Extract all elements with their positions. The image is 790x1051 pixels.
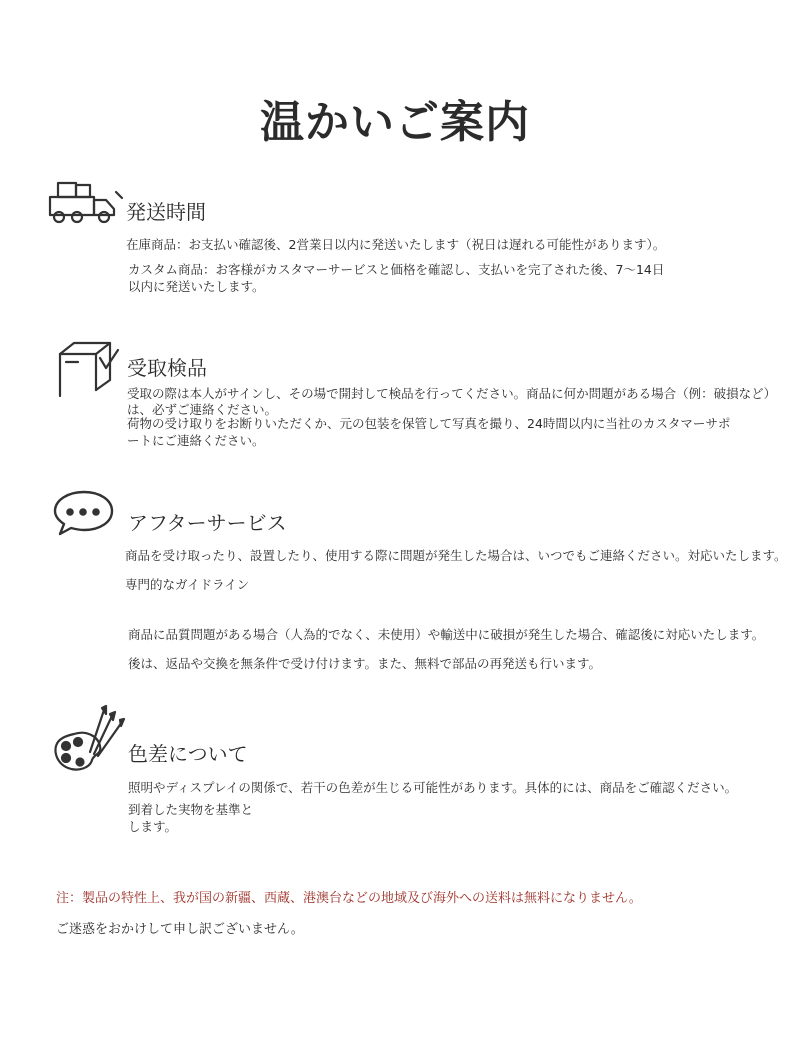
color-diff-heading: 色差について — [128, 742, 248, 766]
inspection-heading: 受取検品 — [127, 356, 207, 380]
color-diff-line-2b: します。 — [128, 819, 178, 834]
apology-note: ご迷惑をおかけして申し訳ございません。 — [56, 922, 304, 937]
shipping-fee-note: 注：製品の特性上、我が国の新疆、西蔵、港澳台などの地域及び海外への送料は無料になりません。 — [56, 891, 642, 906]
chat-bubble-icon — [52, 488, 116, 538]
shipping-line-2b: 以内に発送いたします。 — [128, 279, 265, 294]
palette-icon — [52, 704, 126, 774]
after-service-heading: アフターサービス — [128, 511, 287, 535]
after-service-line-2: 専門的なガイドライン — [125, 577, 250, 592]
box-icon — [54, 340, 122, 398]
truck-icon — [46, 180, 124, 228]
color-diff-line-1: 照明やディスプレイの関係で、若干の色差が生じる可能性があります。具体的には、商品をご確認ください。 — [128, 780, 738, 795]
shipping-line-2a: カスタム商品：お客様がカスタマーサービスと価格を確認し、支払いを完了された後、7〜14日 — [128, 262, 665, 277]
inspection-line-2b: ートにご連絡ください。 — [127, 433, 265, 448]
inspection-line-2a: 荷物の受け取りをお断りいただくか、元の包装を保管して写真を撮り、24時間以内に当社のカスタマーサポ — [127, 416, 731, 431]
inspection-line-1a: 受取の際は本人がサインし、その場で開封して検品を行ってください。商品に何か問題がある場合（例：破損など） — [127, 386, 777, 401]
after-service-line-1: 商品を受け取ったり、設置したり、使用する際に問題が発生した場合は、いつでもご連絡ください。対応いたします。 — [125, 548, 787, 563]
shipping-heading: 発送時間 — [126, 200, 206, 224]
inspection-line-1b: は、必ずご連絡ください。 — [127, 402, 278, 417]
color-diff-line-2a: 到着した実物を基準と — [128, 802, 254, 817]
page-title: 温かいご案内 — [260, 97, 530, 148]
shipping-line-1: 在庫商品：お支払い確認後、2営業日以内に発送いたします（祝日は遅れる可能性があります）。 — [126, 237, 666, 252]
after-service-line-3: 商品に品質問題がある場合（人為的でなく、未使用）や輸送中に破損が発生した場合、確認後に対応いたします。 — [128, 627, 765, 642]
after-service-line-4: 後は、返品や交換を無条件で受け付けます。また、無料で部品の再発送も行います。 — [128, 656, 602, 671]
